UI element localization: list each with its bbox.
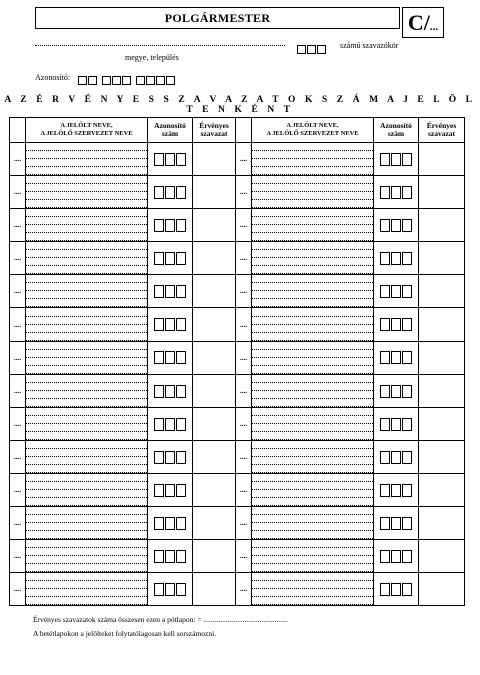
row-number[interactable]: .... [10,341,26,374]
candidate-name-field[interactable] [26,507,148,540]
col-votes-header: Érvényes szavazat [419,118,465,143]
form-code: C/ [407,10,430,35]
candidate-name-field[interactable] [26,573,148,606]
candidate-name-field[interactable] [252,209,374,242]
row-number[interactable]: .... [236,275,252,308]
row-number[interactable]: .... [236,143,252,176]
row-number[interactable]: .... [236,341,252,374]
valid-votes-field[interactable] [193,176,236,209]
candidate-id-boxes[interactable] [374,374,419,407]
table-row [10,143,465,176]
valid-votes-field[interactable] [419,242,465,275]
candidate-id-boxes[interactable] [148,176,193,209]
valid-votes-field[interactable] [193,440,236,473]
candidate-id-boxes[interactable] [374,341,419,374]
valid-votes-field[interactable] [419,407,465,440]
candidate-id-boxes[interactable] [374,440,419,473]
row-number[interactable]: .... [236,440,252,473]
row-number[interactable]: .... [236,540,252,573]
candidate-name-field[interactable] [252,374,374,407]
candidate-id-boxes[interactable] [374,308,419,341]
county-dotted-line[interactable] [35,45,285,46]
district-label: számú szavazókör [340,41,399,50]
table-row [10,407,465,440]
valid-votes-field[interactable] [419,308,465,341]
valid-votes-field[interactable] [193,143,236,176]
candidate-id-boxes[interactable] [374,242,419,275]
candidate-name-field[interactable] [26,341,148,374]
candidate-id-boxes[interactable] [148,507,193,540]
valid-votes-field[interactable] [419,540,465,573]
row-number[interactable]: .... [10,473,26,506]
candidate-name-field[interactable] [252,473,374,506]
row-number[interactable]: .... [10,573,26,606]
valid-votes-field[interactable] [193,275,236,308]
candidate-name-field[interactable] [252,275,374,308]
candidate-id-boxes[interactable] [148,407,193,440]
table-row [10,275,465,308]
candidate-name-field[interactable] [252,143,374,176]
candidate-table [9,117,465,606]
candidate-id-boxes[interactable] [374,275,419,308]
candidate-name-field[interactable] [252,341,374,374]
candidate-id-boxes[interactable] [374,540,419,573]
row-number[interactable]: .... [10,242,26,275]
table-row [10,473,465,506]
valid-votes-field[interactable] [193,374,236,407]
table-row [10,540,465,573]
row-number[interactable]: .... [10,374,26,407]
table-row [10,573,465,606]
col-id-header: Azonosító szám [374,118,419,143]
candidate-id-boxes[interactable] [148,308,193,341]
valid-votes-field[interactable] [193,473,236,506]
form-title: POLGÁRMESTER [35,7,400,29]
candidate-name-field[interactable] [252,176,374,209]
row-number[interactable]: .... [236,176,252,209]
valid-votes-field[interactable] [193,209,236,242]
id-label: Azonosító: [35,73,71,82]
row-number[interactable]: .... [236,473,252,506]
valid-votes-field[interactable] [419,374,465,407]
valid-votes-field[interactable] [193,407,236,440]
candidate-id-boxes[interactable] [148,242,193,275]
candidate-id-boxes[interactable] [148,341,193,374]
candidate-name-field[interactable] [26,473,148,506]
candidate-name-field[interactable] [252,440,374,473]
col-name-header: A JELÖLT NEVE, A JELÖLŐ SZERVEZET NEVE [26,118,148,143]
candidate-id-boxes[interactable] [148,374,193,407]
row-number[interactable]: .... [10,275,26,308]
valid-votes-field[interactable] [419,209,465,242]
candidate-name-field[interactable] [26,143,148,176]
table-heading: A Z É R V É N Y E S S Z A V A Z A T O K S Z Á M A J E L Ö L T E N K É N T [4,95,476,115]
candidate-id-boxes[interactable] [148,209,193,242]
candidate-id-boxes[interactable] [148,143,193,176]
candidate-id-boxes[interactable] [374,573,419,606]
form-code-dots: ... [429,21,439,33]
valid-votes-field[interactable] [419,176,465,209]
row-number[interactable]: .... [10,308,26,341]
candidate-name-field[interactable] [252,540,374,573]
row-number[interactable]: .... [236,242,252,275]
candidate-name-field[interactable] [26,374,148,407]
candidate-id-boxes[interactable] [148,440,193,473]
candidate-id-boxes[interactable] [374,407,419,440]
row-number[interactable]: .... [10,540,26,573]
row-number[interactable]: .... [10,176,26,209]
table-row [10,176,465,209]
candidate-id-boxes[interactable] [374,473,419,506]
valid-votes-field[interactable] [193,242,236,275]
candidate-id-boxes[interactable] [374,176,419,209]
candidate-name-field[interactable] [26,176,148,209]
col-id-header: Azonosító szám [148,118,193,143]
row-number[interactable]: .... [10,507,26,540]
row-number[interactable]: .... [236,209,252,242]
county-label: megye, település [125,53,179,62]
candidate-name-field[interactable] [26,308,148,341]
valid-votes-field[interactable] [419,573,465,606]
row-number[interactable]: .... [10,143,26,176]
col-votes-header: Érvényes szavazat [193,118,236,143]
table-row [10,308,465,341]
table-row [10,507,465,540]
candidate-name-field[interactable] [252,573,374,606]
valid-votes-field[interactable] [419,341,465,374]
numbering-note: A betétlapokon a jelölteket folytatólagosan kell sorszámozni. [33,629,217,638]
valid-votes-field[interactable] [193,573,236,606]
id-boxes[interactable] [78,71,176,89]
valid-votes-field[interactable] [419,440,465,473]
total-votes-line: Érvényes szavazatok száma összesen ezen a pótlapon: = ............................................. [33,615,288,624]
candidate-name-field[interactable] [252,507,374,540]
valid-votes-field[interactable] [193,507,236,540]
table-row [10,242,465,275]
table-row [10,209,465,242]
form-code-box [402,7,444,38]
candidate-name-field[interactable] [26,242,148,275]
candidate-id-boxes[interactable] [374,209,419,242]
candidate-name-field[interactable] [26,540,148,573]
col-name-header: A JELÖLT NEVE, A JELÖLŐ SZERVEZET NEVE [252,118,374,143]
candidate-id-boxes[interactable] [374,143,419,176]
candidate-name-field[interactable] [26,275,148,308]
candidate-name-field[interactable] [252,308,374,341]
candidate-id-boxes[interactable] [148,540,193,573]
valid-votes-field[interactable] [193,341,236,374]
valid-votes-field[interactable] [419,507,465,540]
candidate-name-field[interactable] [26,209,148,242]
valid-votes-field[interactable] [419,473,465,506]
candidate-id-boxes[interactable] [374,507,419,540]
candidate-name-field[interactable] [252,242,374,275]
valid-votes-field[interactable] [419,143,465,176]
valid-votes-field[interactable] [193,308,236,341]
table-row [10,440,465,473]
row-number[interactable]: .... [236,507,252,540]
row-number[interactable]: .... [236,308,252,341]
row-number[interactable]: .... [236,407,252,440]
valid-votes-field[interactable] [419,275,465,308]
row-number[interactable]: .... [10,407,26,440]
row-number[interactable]: .... [10,440,26,473]
candidate-id-boxes[interactable] [148,473,193,506]
table-row [10,341,465,374]
table-header-row [10,118,465,143]
candidate-id-boxes[interactable] [148,275,193,308]
candidate-name-field[interactable] [252,407,374,440]
candidate-id-boxes[interactable] [148,573,193,606]
candidate-name-field[interactable] [26,407,148,440]
row-number[interactable]: .... [236,374,252,407]
candidate-name-field[interactable] [26,440,148,473]
district-number-boxes[interactable] [297,40,327,58]
valid-votes-field[interactable] [193,540,236,573]
table-row [10,374,465,407]
row-number[interactable]: .... [10,209,26,242]
row-number[interactable]: .... [236,573,252,606]
